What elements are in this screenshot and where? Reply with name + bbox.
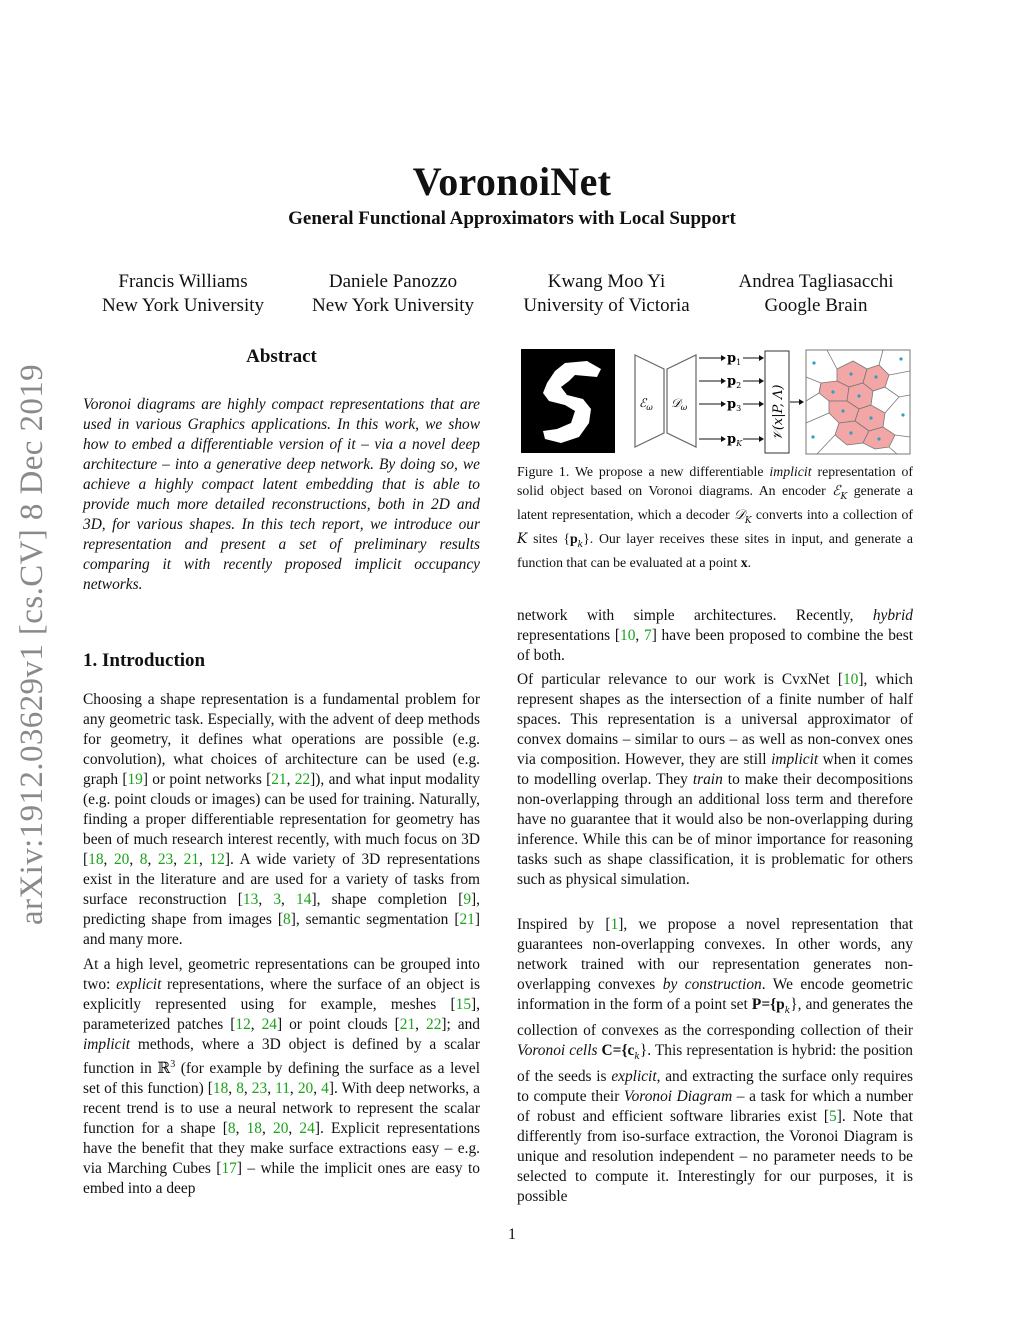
author-block xyxy=(293,270,493,318)
site-labels xyxy=(727,351,743,448)
decoder-label: 𝒟$_\omega$ xyxy=(671,396,688,412)
author-name: Francis Williams xyxy=(118,271,248,292)
author-name: Kwang Moo Yi xyxy=(547,271,666,292)
encoder-label: ℰ$_\omega$ xyxy=(639,396,653,412)
citation-link[interactable]: 1 xyxy=(610,916,619,933)
site-label: $p_1$ xyxy=(727,351,742,367)
author-name: Daniele Panozzo xyxy=(328,271,458,292)
site-point xyxy=(849,431,852,434)
citation-link[interactable]: 18 xyxy=(88,851,104,868)
arrow-head xyxy=(759,378,764,384)
citation-link[interactable]: 17 xyxy=(221,1160,237,1178)
intro-paragraph-2: At a high level, geometric representations can be grouped into two: explicit representations, where the surface of an object is explicitly represented using for example, meshes [15], parameterized patches [12, 24] or point clouds [21, 22]; and implicit methods, where a 3D object is defined by a scalar function in ℝ$^3$ (for example by defining the surface as a level set of this function) [18, 8, 23, 11, 20, 4]. With deep networks, a recent trend is to use a neural network to represent the scalar function for a shape [8, 18, 20, 24]. Explicit representations have the benefit that they make surface extractions easy – e.g. via Marching Cubes [17] – while the implicit ones are easy to embed into a deep xyxy=(83,956,481,1198)
author-affiliation: University of Victoria xyxy=(523,295,690,316)
site-point xyxy=(901,413,904,416)
citation-link[interactable]: 20 xyxy=(273,1120,289,1138)
citation-link[interactable]: 12 xyxy=(209,851,225,868)
citation-link[interactable]: 9 xyxy=(463,891,472,908)
page-number: 1 xyxy=(508,1226,516,1243)
site-point xyxy=(877,437,880,440)
arrow-head xyxy=(759,401,764,407)
site-point xyxy=(841,409,844,412)
arrow-head xyxy=(799,399,804,405)
site-point xyxy=(857,394,860,397)
author-block xyxy=(718,270,914,318)
citation-link[interactable]: 20 xyxy=(113,851,130,868)
citation-link[interactable]: 18 xyxy=(212,1080,229,1098)
site-point xyxy=(812,361,815,364)
site-label: $p_3$ xyxy=(727,397,742,413)
figure-1-diagram xyxy=(517,347,913,457)
right-paragraph-1: network with simple architectures. Recently, hybrid representations [10, 7] have been proposed to combine the best of both. xyxy=(517,607,913,664)
citation-link[interactable]: 23 xyxy=(251,1080,268,1098)
figure-1-caption: Figure 1. We propose a new differentiable implicit representation of solid object based on Voronoi diagrams. An encoder ℰ$_K$ generate a latent representation, which a decoder 𝒟$_K$ converts into a collection of K sites $\{p_k\}$. Our layer receives these sites in input, and generate a function that can be evaluated at a point x. xyxy=(517,464,914,571)
intro-paragraph-1: Choosing a shape representation is a fundamental problem for any geometric task. Especially, with the advent of deep methods for geometry, it defines what operations are possible (e.g. convolution), what choices of architecture can be used (e.g. graph [19] or point networks [21, 22]), and what input modality (e.g. point clouds or images) can be used for training. Naturally, finding a proper differentiable representation for geometry has been of much research interest recently, with much focus on 3D [18, 20, 8, 23, 21, 12]. A wide variety of 3D representations exist in the literature and are used for a variety of tasks from surface reconstruction [13, 3, 14], shape completion [9], predicting shape from images [8], semantic segmentation [21] and many more. xyxy=(83,691,481,948)
arxiv-identifier: arXiv:1912.03629v1 [cs.CV] 8 Dec 2019 xyxy=(14,363,50,925)
citation-link[interactable]: 19 xyxy=(127,771,143,788)
citation-link[interactable]: 11 xyxy=(275,1080,290,1098)
author-affiliation: New York University xyxy=(311,295,475,316)
arrow-head xyxy=(759,436,764,442)
citation-link[interactable]: 8 xyxy=(139,851,148,868)
site-point xyxy=(849,372,852,375)
section-heading-introduction: 1. Introduction xyxy=(83,650,206,671)
site-point xyxy=(831,390,834,393)
author-block xyxy=(83,270,283,318)
citation-link[interactable]: 24 xyxy=(261,1016,277,1033)
site-label: $p_K$ xyxy=(727,432,743,448)
citation-link[interactable]: 23 xyxy=(157,851,174,868)
citation-link[interactable]: 7 xyxy=(643,627,652,644)
citation-link[interactable]: 21 xyxy=(271,771,287,788)
citation-link[interactable]: 10 xyxy=(842,671,859,688)
paper-title: VoronoiNet xyxy=(412,159,612,204)
author-affiliation: New York University xyxy=(101,295,265,316)
citation-link[interactable]: 22 xyxy=(294,771,311,788)
site-point xyxy=(899,357,902,360)
arrow-head xyxy=(759,355,764,361)
citation-link[interactable]: 4 xyxy=(321,1080,329,1098)
citation-link[interactable]: 10 xyxy=(620,627,636,644)
citation-link[interactable]: 21 xyxy=(459,911,475,928)
arrow-head xyxy=(721,378,726,384)
figure-1 xyxy=(517,347,913,457)
author-name: Andrea Tagliasacchi xyxy=(738,271,894,292)
site-point xyxy=(811,435,814,438)
arrow-head xyxy=(721,436,726,442)
site-point xyxy=(869,416,872,419)
citation-link[interactable]: 21 xyxy=(399,1016,416,1033)
citation-link[interactable]: 24 xyxy=(299,1120,315,1138)
right-paragraph-3: Inspired by [1], we propose a novel representation that guarantees non-overlapping convexes. In other words, any network trained with our representation generates non-overlapping convexes by construction. We encode geometric information in the form of a point set $P=\{p_k\}$, and generates the collection of convexes as the corresponding collection of their Voronoi cells $C=\{c_k\}$. This representation is hybrid: the position of the seeds is explicit, and extracting the surface only requires to compute their Voronoi Diagram – a task for which a number of robust and efficient software libraries exist [5]. Note that differently from iso-surface extraction, the Voronoi Diagram is unique and resolution independent – no parameter needs to be selected to compute it. Interestingly for our purposes, it is possible xyxy=(517,916,913,1206)
abstract-text: Voronoi diagrams are highly compact representations that are used in various Graphics applications. In this work, we show how to embed a differentiable version of it – via a novel deep architecture – into a generative deep network. By doing so, we achieve a highly compact latent embedding that is able to provide much more detailed reconstructions, both in 2D and 3D, for various shapes. In this tech report, we introduce our representation and present a set of preliminary results comparing it with recently proposed implicit occupancy networks. xyxy=(83,396,480,593)
site-label: $p_2$ xyxy=(727,374,742,390)
voronoi-function-label: 𝒱(x|P, Λ) xyxy=(771,384,786,441)
author-block xyxy=(504,270,709,318)
citation-link[interactable]: 8 xyxy=(282,911,291,928)
citation-link[interactable]: 20 xyxy=(297,1080,314,1098)
citation-link[interactable]: 3 xyxy=(273,891,282,908)
author-affiliation: Google Brain xyxy=(764,295,868,316)
citation-link[interactable]: 15 xyxy=(455,996,472,1013)
citation-link[interactable]: 8 xyxy=(236,1080,244,1098)
site-point xyxy=(874,375,877,378)
arrow-head xyxy=(721,401,726,407)
arrow-head xyxy=(721,355,726,361)
citation-link[interactable]: 18 xyxy=(246,1120,262,1138)
citation-link[interactable]: 12 xyxy=(235,1016,251,1033)
paper-subtitle: General Functional Approximators with Local Support xyxy=(288,208,736,229)
citation-link[interactable]: 13 xyxy=(242,891,259,908)
citation-link[interactable]: 5 xyxy=(829,1108,837,1126)
citation-link[interactable]: 8 xyxy=(227,1120,236,1138)
citation-link[interactable]: 21 xyxy=(183,851,200,868)
right-paragraph-2: Of particular relevance to our work is CvxNet [10], which represent shapes as the intersection of a finite number of half spaces. This representation is a universal approximator of convex domains – similar to ours – as well as non-convex ones via composition. However, they are still implicit when it comes to modelling overlap. They train to make their decompositions non-overlapping through an additional loss term and therefore have no guarantee that it would also be non-overlapping during inference. While this can be of minor importance for reasoning tasks such as shape classification, it is problematic for others such as physical simulation. xyxy=(517,671,913,888)
citation-link[interactable]: 22 xyxy=(426,1016,442,1033)
abstract-heading: Abstract xyxy=(246,346,317,367)
voronoi-diagram xyxy=(806,350,910,454)
citation-link[interactable]: 14 xyxy=(296,891,312,908)
